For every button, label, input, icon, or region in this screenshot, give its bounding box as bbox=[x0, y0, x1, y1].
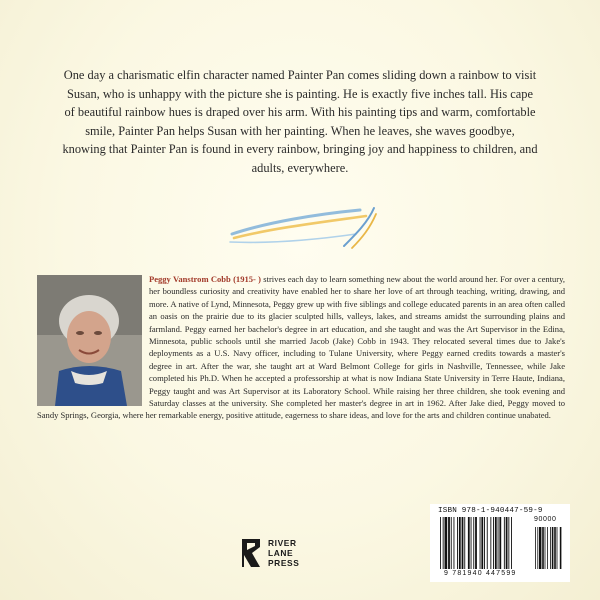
author-name: Peggy Vanstrom Cobb (1915- ) bbox=[149, 274, 261, 284]
publisher-line-press: PRESS bbox=[268, 558, 300, 568]
price-code: 90000 bbox=[534, 516, 557, 523]
barcode-icon bbox=[438, 517, 564, 570]
back-cover-blurb: One day a charismatic elfin character named Painter Pan comes sliding down a rainbow to visit Susan, who is unhappy with the picture she is painting. He is exactly five inches tall. His cape of beautiful rainbow hues is draped over his arm. With his painting tips and warm, comfortable smile, Painter Pan helps Susan with her painting. When he leaves, she waves goodbye, knowing that Painter Pan is found in every rainbow, bringing joy and happiness to children, and adults, everywhere. bbox=[62, 68, 538, 175]
publisher-line-lane: LANE bbox=[268, 548, 294, 558]
river-lane-press-mark-icon bbox=[240, 537, 262, 569]
isbn-label: ISBN 978-1-940447-59-9 bbox=[438, 507, 543, 515]
isbn-barcode-block bbox=[430, 504, 570, 582]
author-bio bbox=[37, 273, 565, 422]
author-bio-text: strives each day to learn something new about the world around her. For over a century, her boundless curiosity and creativity have enabled her to share her love of art through teaching, writing, drawing, and more. A native of Lynd, Minnesota, Peggy grew up with five siblings and college educated parents in an area often called an oasis on the prairie due to its glacier sculpted hills, valleys, lakes, and streams amidst the surrounding plains and farmland. Peggy earned her bachelor's degree in art education, and she taught and was the Art Supervisor in the Edina, Minnesota, public schools until she married Jacob (Jake) Cobb in 1943. They relocated several times due to Jake's deployments as a U.S. Navy officer, including to Tulane University, where Peggy earned credits towards a master's degree in art. After the war, she taught art at Ward Belmont College for girls in Nashville, Tennessee, while Jake completed his Ph.D. When he accepted a professorship at what is now Indiana State University in Terre Haute, Indiana, Peggy taught and was Art Supervisor at its Laboratory School. While raising her three children, she took evening and Saturday classes at the university. She completed her master's degree in art in 1962. After Jake died, Peggy moved to Sandy Springs, Georgia, where her remarkable energy, positive attitude, eagerness to share ideas, and love for the arts and children continue unabated. bbox=[37, 274, 565, 421]
publisher-logo bbox=[240, 536, 318, 570]
photo-spacer bbox=[37, 273, 149, 409]
publisher-line-river: RIVER bbox=[268, 538, 297, 548]
rainbow-swash-decoration bbox=[228, 204, 378, 250]
barcode-number: 9 781940 447599 bbox=[444, 570, 517, 577]
